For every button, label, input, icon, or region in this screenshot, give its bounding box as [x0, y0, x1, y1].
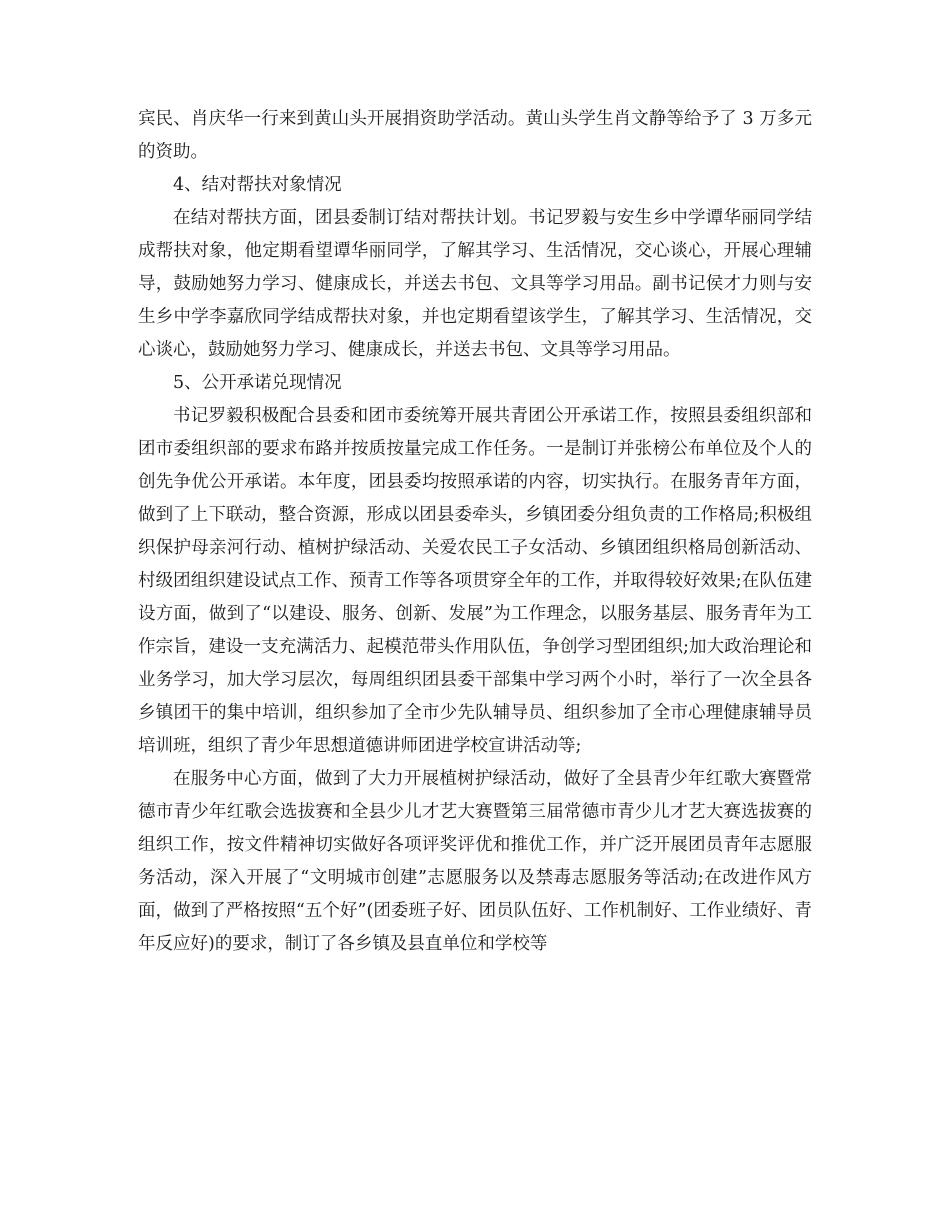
section-heading-pairing-assistance: 4、结对帮扶对象情况 [173, 175, 342, 195]
section-heading-public-commitment: 5、公开承诺兑现情况 [173, 373, 342, 393]
paragraph-public-commitment: 书记罗毅积极配合县委和团市委统筹开展共青团公开承诺工作，按照县委组织部和团市委组织部的要求布路并按质按量完成工作任务。一是制订并张榜公布单位及个人的创先争优公开承诺。本年度，团县委均按照承诺的内容，切实执行。在服务青年方面，做到了上下联动，整合资源，形成以团县委牵头，乡镇团委分组负责的工作格局;积极组织保护母亲河行动、植树护绿活动、关爱农民工子女活动、乡镇团组织格局创新活动、村级团组织建设试点工作、预青工作等各项贯穿全年的工作，并取得较好效果;在队伍建设方面，做到了“以建设、服务、创新、发展”为工作理念，以服务基层、服务青年为工作宗旨，建设一支充满活力、起模范带头作用队伍，争创学习型团组织;加大政治理论和业务学习，加大学习层次，每周组织团县委干部集中学习两个小时，举行了一次全县各乡镇团干的集中培训，组织参加了全市少先队辅导员、组织参加了全市心理健康辅导员培训班，组织了青少年思想道德讲师团进学校宣讲活动等; [138, 406, 812, 756]
paragraph-service-center: 在服务中心方面，做到了大力开展植树护绿活动，做好了全县青少年红歌大赛暨常德市青少年红歌会选拔赛和全县少儿才艺大赛暨第三届常德市青少儿才艺大赛选拔赛的组织工作，按文件精神切实做好各项评奖评优和推优工作，并广泛开展团员青年志愿服务活动，深入开展了“文明城市创建”志愿服务以及禁毒志愿服务等活动;在改进作风方面，做到了严格按照“五个好”(团委班子好、团员队伍好、工作机制好、工作业绩好、青年反应好)的要求，制订了各乡镇及县直单位和学校等 [138, 769, 812, 954]
paragraph-donation-continued: 宾民、肖庆华一行来到黄山头开展捐资助学活动。黄山头学生肖文静等给予了 3 万多元的资助。 [138, 109, 812, 162]
paragraph-pairing-assistance: 在结对帮扶方面，团县委制订结对帮扶计划。书记罗毅与安生乡中学谭华丽同学结成帮扶对象，他定期看望谭华丽同学，了解其学习、生活情况，交心谈心，开展心理辅导，鼓励她努力学习、健康成长，并送去书包、文具等学习用品。副书记侯才力则与安生乡中学李嘉欣同学结成帮扶对象，并也定期看望该学生，了解其学习、生活情况，交心谈心，鼓励她努力学习、健康成长，并送去书包、文具等学习用品。 [138, 208, 812, 360]
